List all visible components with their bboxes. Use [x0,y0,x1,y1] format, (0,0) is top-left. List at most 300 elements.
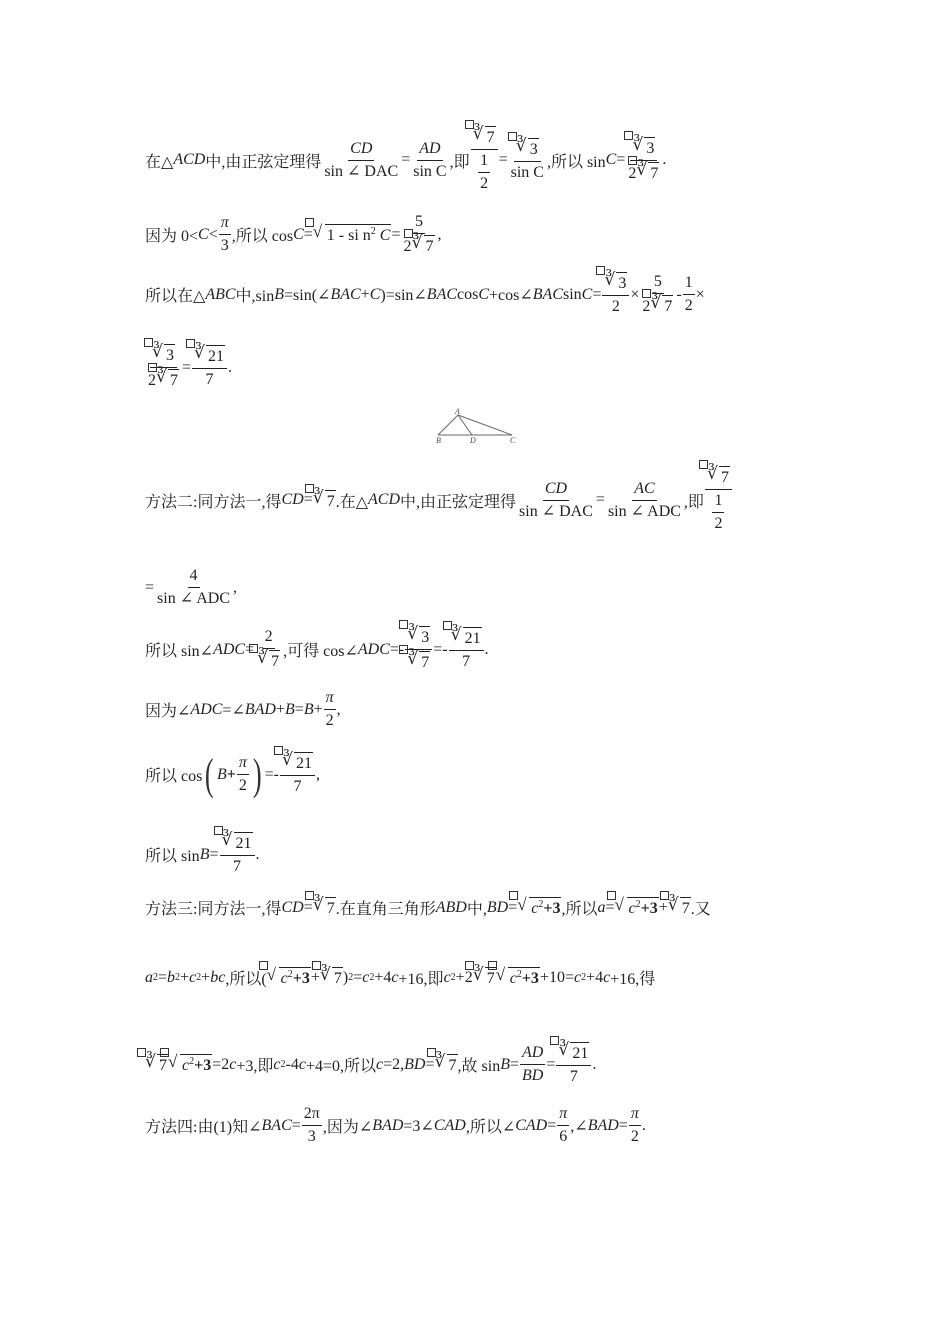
text: ) [342,968,349,986]
text: + [313,700,323,718]
text: CD [281,491,304,508]
text: + [360,285,370,303]
radical: √ $c^2+3$ [615,897,659,918]
fraction [280,752,315,797]
line-5 [145,466,733,534]
text: c [603,968,611,986]
radical: ∛ 7 [257,650,280,671]
text: +2 [455,968,473,986]
label-a: A [455,407,460,416]
fraction [219,213,231,256]
text: = [303,898,313,916]
text: = [605,898,615,916]
radical: ∛ 3 [152,344,175,365]
radical: ∛ 3 [632,137,655,158]
fraction [557,1104,569,1147]
text: 2 [480,175,489,192]
text: +3 [292,970,310,987]
text: - [676,285,682,303]
text: BAD [587,1116,619,1134]
text: BD [486,898,509,916]
text: =- [389,640,405,658]
radical: √ $c^2+3$ [517,897,561,918]
line-4 [145,344,232,391]
radical: ∛ 7 [707,466,730,487]
text: 所以在△ [145,288,206,305]
text: +3 [543,900,561,917]
text: CAD [515,1116,548,1134]
text: , [233,578,238,596]
text: -4 [285,1055,299,1073]
text: 7 [662,295,673,316]
text: BAC [330,285,361,303]
radical: ∛ 21 [282,752,313,773]
text: . [228,358,233,376]
text: ,因为∠ [322,1119,373,1136]
segment-ab [438,415,458,435]
text: BAD [244,700,276,718]
text: = [425,1055,435,1073]
radical: √ 1 - si $n^2$ C [313,224,392,245]
text: 7 [269,650,280,671]
text: 7 [419,651,430,672]
text: 7 [233,858,241,875]
text: = [391,225,401,243]
text: a [597,898,606,916]
text: sin C [413,162,447,180]
text: ADC [213,640,246,658]
text: 2 [684,297,693,314]
fraction [478,151,490,194]
text: 在△ [145,153,174,171]
fraction [255,627,282,672]
fraction [192,345,227,390]
radical: ∛ 7 [156,369,179,390]
text: ,所以 cos [231,228,294,245]
text: =∠ [222,701,245,719]
text: . [592,1055,597,1073]
text: , [437,225,442,243]
radical: ∛ 7 [650,295,673,316]
text: 7 [205,371,214,388]
line-1: 在△ ACD 中,由正弦定理得 $\frac{CD}{\text{sin ∠ DAC}}$ = $\frac{AD}{\text{sin C}}$ ,即 ∛ 7 $\frac{1}{2}$ = ∛ 3 sin C ,所以 sin C = ∛ 3 2 ∛ 7 . [145,126,666,194]
text: = [616,151,626,168]
fraction [520,1043,545,1086]
text: 因为 0< [145,228,199,245]
label-d: D [470,436,476,445]
text: CAD [433,1116,466,1134]
text: B [274,285,284,303]
text: bc [210,968,226,986]
triangle-figure [432,406,522,446]
text: + [658,898,668,916]
text: .又 [690,901,711,918]
text: C [198,225,209,243]
label-c: C [510,436,516,445]
text: c [531,900,539,917]
text: c [573,968,582,986]
radical: ∛ 21 [194,345,225,366]
text: = [547,1116,557,1134]
text: ,故 sin [457,1058,501,1075]
text: . [484,640,489,658]
fraction [402,212,437,257]
text: sin C [510,163,544,181]
text: AD [419,139,441,157]
text: + [201,968,211,986]
text: 所以 cos [145,768,203,785]
text: C [293,225,304,243]
text: CD [350,139,373,157]
text: ADC [357,640,390,658]
text: 21 [294,752,313,773]
text: = [353,968,363,986]
text: ,即 [683,493,704,511]
line-8 [145,688,341,731]
text: π [238,754,247,771]
text: 3 [616,272,627,293]
text: BD [404,1055,426,1073]
text: 7 [719,466,730,487]
fraction [683,273,695,316]
fraction [324,688,336,731]
text: 7 [332,967,343,988]
line-7 [145,626,489,673]
text: BAC [426,285,458,303]
text: 2 [403,238,412,255]
text: ,即 [449,153,470,171]
text: sin ∠ DAC [519,502,593,520]
text: 中,由正弦定理得 [400,493,517,511]
text: 5 [652,272,664,294]
text: ABC [205,285,236,303]
text: = [508,898,518,916]
text: = [546,1055,556,1073]
text: = [294,700,304,718]
segment-ac [458,415,512,435]
fraction [705,466,732,534]
text: = [401,151,411,168]
text: C [581,285,593,303]
radical: ∛ 7 [412,235,435,256]
text: 7 [168,369,179,390]
text: C [375,227,391,244]
text: 7 [325,897,336,918]
text: = [595,491,605,508]
text: π [220,214,229,231]
text: 7 [447,1054,458,1075]
text: sin ∠ ADC [607,502,681,520]
text: =sin(∠ [284,286,331,304]
text: 7 [157,1054,168,1075]
text: c [280,970,288,987]
text: + [226,765,236,783]
fraction [220,832,255,877]
radical: ∛ 21 [451,627,482,648]
text: c [298,1055,306,1073]
fraction [146,344,181,391]
text: b [167,968,176,986]
text: 3 [220,237,229,254]
line-2 [145,212,442,257]
text: CD [281,898,304,916]
text: 21 [234,832,253,853]
text: = [303,225,313,243]
text: 2 [628,164,637,182]
text: = [158,968,168,986]
text: CD [544,479,568,497]
text: c [628,900,636,917]
text: × [695,285,705,303]
text: < [208,225,218,243]
text: 4 [188,566,200,588]
text: 3 [644,137,655,158]
text: c [443,968,451,986]
text: a [145,968,153,986]
text: +16,即 [398,971,444,988]
fraction [626,134,661,184]
text: ,所以 sin [546,153,606,171]
text: ADC [190,700,223,718]
fraction [602,272,629,317]
radical: ∛ 7 [668,897,691,918]
text: . [662,151,667,168]
text: =- [433,640,448,658]
text: 7 [569,1068,578,1085]
text: sin ∠ ADC [157,590,231,607]
text: 3 [419,626,430,647]
fraction [471,126,498,194]
text: +10= [539,968,574,986]
radical: √ $c^2+3$ [496,967,540,988]
radical: ∛ 3 [516,138,539,159]
fraction [712,491,724,534]
text: 2 [148,372,156,389]
text: π [630,1105,639,1122]
text: 1 [683,273,695,295]
text: 1 - si n [326,227,371,244]
text: ,所以 [561,901,598,918]
text: c [182,1057,190,1074]
text: =3∠ [403,1117,434,1135]
text: 2 [287,969,293,980]
text: ,所以∠ [465,1119,516,1136]
text: = [618,1116,628,1134]
text: B [303,700,314,718]
text: +4 [586,968,604,986]
text: = [145,578,155,596]
text: +4=0,所以 [305,1058,377,1075]
radical: ∛ 7 [145,1054,168,1075]
text: 3 [164,344,175,365]
line-6 [145,566,237,609]
radical: ∛ 3 [407,626,430,647]
text: = [182,358,192,376]
line-14 [145,1104,646,1147]
text: 1 [712,491,724,513]
text: ,∠ [570,1117,588,1135]
text: c [362,968,370,986]
text: 方法二:同方法一,得 [145,493,282,511]
text: = [291,1116,301,1134]
text: +cos∠ [489,286,533,304]
fraction [405,626,432,673]
text: +4 [374,968,392,986]
text: 2 [370,226,376,237]
text: 2 [538,899,544,910]
text: 7 [680,897,691,918]
text: =2 [212,1055,230,1073]
radical: ∛ 7 [407,651,430,672]
text: 7 [424,235,435,256]
radical: ∛ 7 [313,897,336,918]
text: sin [563,285,582,303]
fraction [509,135,546,183]
text: ACD [368,491,401,508]
text: = [592,285,602,303]
text: 7 [462,653,471,670]
fraction [322,139,400,182]
text: c [376,1055,384,1073]
text: . [641,1116,646,1134]
text: B [217,765,227,783]
fraction [606,479,683,522]
radical: ∛ 7 [320,967,343,988]
text: + [180,968,190,986]
text: 中,sin [235,288,275,305]
text: B [199,845,210,863]
text: = [509,1055,520,1073]
text: 7 [485,126,496,147]
text: × [630,285,640,303]
text: 2 [189,1056,195,1067]
fraction [629,1104,641,1147]
text: + [310,968,320,986]
text: 7 [293,778,302,795]
radical: ∛ 7 [313,490,336,511]
radical: ∛ 3 [604,272,627,293]
radical: ∛ 7 [473,126,496,147]
line-13: ∛ 7 √ $c^2+3$ =2 c +3,即 c 2 -4 c +4=0,所以 c =2, BD = ∛ 7 ,故 sin B = $\frac{AD}{BD}$ = ∛ 21 7 . [145,1042,596,1087]
text: , [315,765,320,783]
text: BAD [372,1116,404,1134]
text: 7 [485,967,496,988]
text: C [605,151,617,168]
fraction [449,627,484,672]
text: B [500,1055,510,1073]
text: . [255,845,260,863]
text: 1 [478,151,490,173]
text: B [285,700,295,718]
text: 3 [307,1128,316,1145]
text: 所以 sin [145,848,200,865]
fraction [155,566,232,609]
text: .在△ [335,493,369,511]
text: =- [264,765,279,783]
text: C [369,285,381,303]
fraction [556,1042,591,1087]
text: 5 [413,212,425,234]
text: AD [522,1044,544,1061]
text: +3,即 [236,1058,274,1075]
line-9: 所以 cos ( B + $\frac{\pi}{2}$ ) =- ∛ 21 7 , [145,752,320,797]
text: 21 [463,627,482,648]
text: c [189,968,197,986]
fraction [640,272,675,317]
text: +3 [194,1057,212,1074]
fraction [411,139,448,182]
text: 2 [630,1128,639,1145]
radical: ∛ 7 [435,1054,458,1075]
radical: √ $c^2+3$ [168,1054,212,1075]
text: 3 [528,138,539,159]
text: )=sin∠ [380,286,427,304]
text: .在直角三角形 [335,901,436,918]
text: 2 [642,298,651,315]
text: sin ∠ DAC [324,162,399,180]
text: 2 [635,899,641,910]
text: 2 [263,627,275,649]
radical: ∛ 7 [636,162,659,183]
text: BAC [261,1116,292,1134]
text: 2 [611,298,620,315]
text: π [325,689,334,706]
text: = [209,845,219,863]
fraction [237,753,249,796]
radical: √ $c^2+3$ [267,967,311,988]
text: AC [634,479,655,497]
text: 中,由正弦定理得 [205,153,322,171]
text: 7 [325,490,336,511]
text: ABD [435,898,467,916]
text: 21 [570,1042,589,1063]
text: π [559,1105,568,1122]
fraction [302,1104,322,1147]
text: 2 [714,515,723,532]
text: BAC [532,285,563,303]
text: +16,得 [610,971,656,988]
text: cos [457,285,479,303]
text: c [509,970,517,987]
text: ,所以( [225,971,267,988]
text: 2 [516,969,522,980]
text: 21 [206,345,225,366]
radical: ∛ 7 [473,967,496,988]
text: 所以 sin∠ [145,643,214,660]
text: +3 [521,970,539,987]
text: , [336,700,341,718]
text: C [478,285,490,303]
text: 中, [466,901,487,918]
radical: ∛ 21 [222,832,253,853]
radical: ∛ 21 [558,1042,589,1063]
text: 方法三:同方法一,得 [145,901,282,918]
text: BD [522,1067,544,1084]
text: ,可得 cos∠ [283,643,358,660]
line-11 [145,896,711,919]
text: = [303,491,313,508]
text: 因为∠ [145,703,191,720]
text: +3 [640,900,658,917]
line-3 [145,272,705,317]
text: 2 [325,712,334,729]
line-10 [145,832,260,877]
text: ACD [173,151,206,168]
text: 2π [302,1104,322,1126]
line-12: a 2 = b 2 + c 2 + bc ,所以( √ $c^2+3$ + ∛ 7 ) 2 = c 2 +4 c +16,即 c 2 +2 ∛ 7 √ $c^2+3$ +10= c 2 +4 c +16,得 [145,966,655,989]
text: 7 [648,162,659,183]
text: = [245,640,255,658]
